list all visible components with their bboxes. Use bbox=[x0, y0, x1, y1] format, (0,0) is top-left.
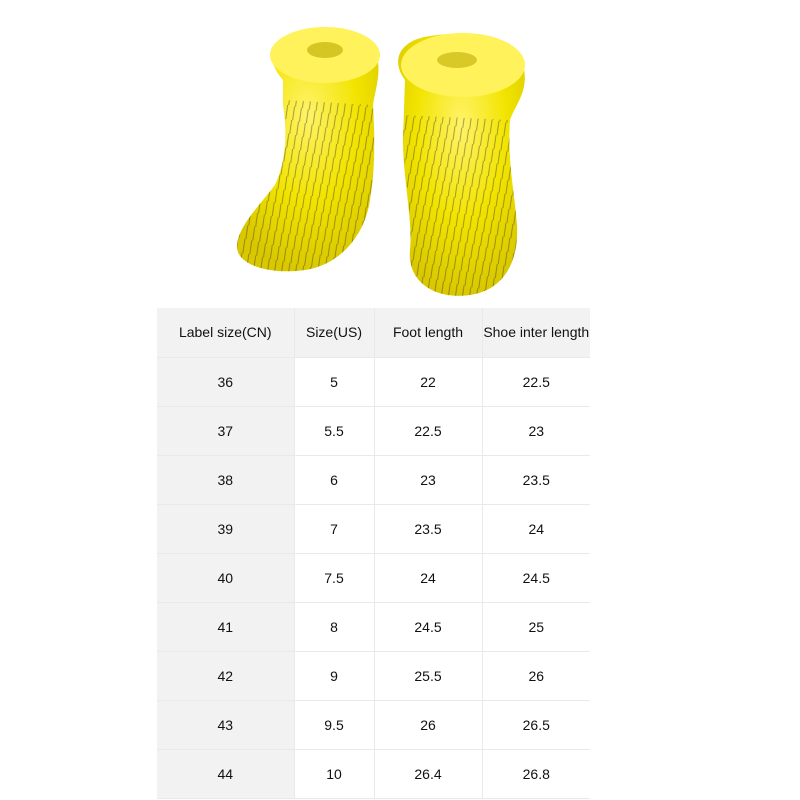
header-label-size-cn: Label size(CN) bbox=[157, 308, 294, 357]
header-shoe-inner-length: Shoe inter length bbox=[482, 308, 590, 357]
right-boot bbox=[398, 33, 525, 296]
table-row bbox=[157, 504, 590, 553]
cell-shoe-inner-length: 26.5 bbox=[482, 700, 590, 749]
cell-shoe-inner-length: 25 bbox=[482, 602, 590, 651]
cell-foot-length: 24.5 bbox=[374, 602, 482, 651]
cell-shoe-inner-length: 23.5 bbox=[482, 455, 590, 504]
cell-shoe-inner-length: 24 bbox=[482, 504, 590, 553]
cell-foot-length: 22.5 bbox=[374, 406, 482, 455]
table-row bbox=[157, 553, 590, 602]
cell-foot-length: 25.5 bbox=[374, 651, 482, 700]
cell-foot-length: 24 bbox=[374, 553, 482, 602]
cell-label-size-cn: 44 bbox=[157, 749, 294, 798]
header-size-us: Size(US) bbox=[294, 308, 374, 357]
cell-shoe-inner-length: 22.5 bbox=[482, 357, 590, 406]
cell-size-us: 10 bbox=[294, 749, 374, 798]
cell-label-size-cn: 41 bbox=[157, 602, 294, 651]
cell-label-size-cn: 37 bbox=[157, 406, 294, 455]
table-row bbox=[157, 406, 590, 455]
cell-shoe-inner-length: 23 bbox=[482, 406, 590, 455]
table-row bbox=[157, 602, 590, 651]
table-header-row bbox=[157, 308, 590, 357]
cell-shoe-inner-length: 26.8 bbox=[482, 749, 590, 798]
cell-size-us: 8 bbox=[294, 602, 374, 651]
cell-foot-length: 23.5 bbox=[374, 504, 482, 553]
size-chart-table bbox=[157, 308, 590, 799]
left-boot bbox=[237, 27, 380, 271]
cell-label-size-cn: 39 bbox=[157, 504, 294, 553]
cell-size-us: 6 bbox=[294, 455, 374, 504]
cell-size-us: 9 bbox=[294, 651, 374, 700]
table-row bbox=[157, 455, 590, 504]
table-row bbox=[157, 749, 590, 798]
table-row bbox=[157, 700, 590, 749]
cell-size-us: 5 bbox=[294, 357, 374, 406]
cell-foot-length: 26 bbox=[374, 700, 482, 749]
cell-size-us: 7 bbox=[294, 504, 374, 553]
cell-foot-length: 22 bbox=[374, 357, 482, 406]
cell-size-us: 5.5 bbox=[294, 406, 374, 455]
fur-boots-image bbox=[225, 20, 545, 310]
cell-label-size-cn: 40 bbox=[157, 553, 294, 602]
header-foot-length: Foot length bbox=[374, 308, 482, 357]
cell-label-size-cn: 42 bbox=[157, 651, 294, 700]
cell-size-us: 9.5 bbox=[294, 700, 374, 749]
cell-label-size-cn: 38 bbox=[157, 455, 294, 504]
cell-label-size-cn: 36 bbox=[157, 357, 294, 406]
table-row bbox=[157, 651, 590, 700]
cell-shoe-inner-length: 26 bbox=[482, 651, 590, 700]
table-row bbox=[157, 357, 590, 406]
cell-foot-length: 26.4 bbox=[374, 749, 482, 798]
cell-foot-length: 23 bbox=[374, 455, 482, 504]
cell-shoe-inner-length: 24.5 bbox=[482, 553, 590, 602]
cell-label-size-cn: 43 bbox=[157, 700, 294, 749]
cell-size-us: 7.5 bbox=[294, 553, 374, 602]
